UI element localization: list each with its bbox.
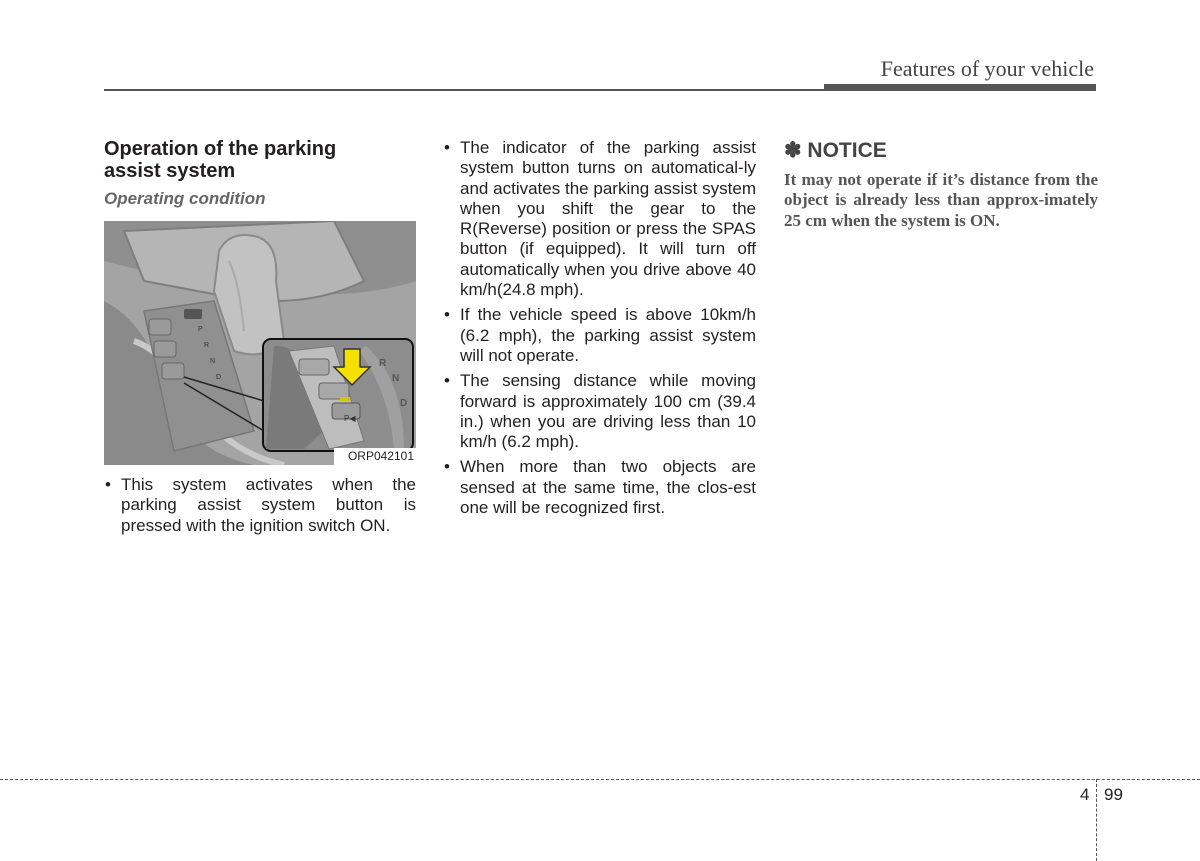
figure-code: ORP042101	[334, 448, 416, 465]
page-number: 99	[1104, 785, 1123, 804]
section-title-line-1: Operation of the parking	[104, 138, 337, 160]
list-item: • If the vehicle speed is above 10km/h (6.2 mph), the parking assist system will not operate.	[443, 305, 756, 366]
svg-text:P: P	[198, 326, 203, 333]
svg-text:R: R	[379, 358, 387, 369]
left-column	[104, 138, 416, 541]
list-item: • The indicator of the parking assist system button turns on automatical-ly and activates the parking assist system when you shift the gear to the R(Reverse) position or press the SPAS button (if equipped). It will turn off automatically when you drive above 40 km/h(24.8 mph).	[443, 138, 756, 300]
svg-text:P◀: P◀	[344, 414, 356, 423]
list-item: • This system activates when the parking assist system button is pressed with the ignition switch ON.	[104, 475, 416, 536]
svg-text:N: N	[210, 358, 216, 365]
notice-title: ✽ NOTICE	[784, 139, 887, 162]
middle-column	[443, 138, 756, 523]
running-header: Features of your vehicle	[880, 56, 1094, 81]
section-title-line-2: assist system	[104, 160, 236, 182]
left-bullet-list	[104, 475, 416, 536]
header-rule-accent	[824, 84, 1096, 91]
subsection-title: Operating condition	[104, 189, 266, 208]
footer-rule	[0, 779, 1200, 780]
svg-text:R: R	[204, 342, 210, 349]
svg-text:D: D	[216, 374, 222, 381]
svg-text:D: D	[400, 398, 408, 409]
svg-text:N: N	[392, 373, 400, 384]
notice-body: It may not operate if it’s distance from the object is already less than approx-imately 25 cm when the system is ON.	[784, 170, 1098, 230]
header-rule	[104, 89, 824, 91]
chapter-number: 4	[1080, 785, 1090, 804]
list-item: • The sensing distance while moving forward is approximately 100 cm (39.4 in.) when you are driving less than 10 km/h (6.2 mph).	[443, 371, 756, 452]
gear-console-drawing	[104, 221, 416, 465]
notice-box	[784, 138, 1098, 231]
console-illustration	[104, 221, 416, 465]
section-title	[104, 138, 416, 182]
list-item: • When more than two objects are sensed at the same time, the clos-est one will be recognized first.	[443, 457, 756, 518]
middle-bullet-list	[443, 138, 756, 518]
footer-divider	[1096, 779, 1097, 861]
